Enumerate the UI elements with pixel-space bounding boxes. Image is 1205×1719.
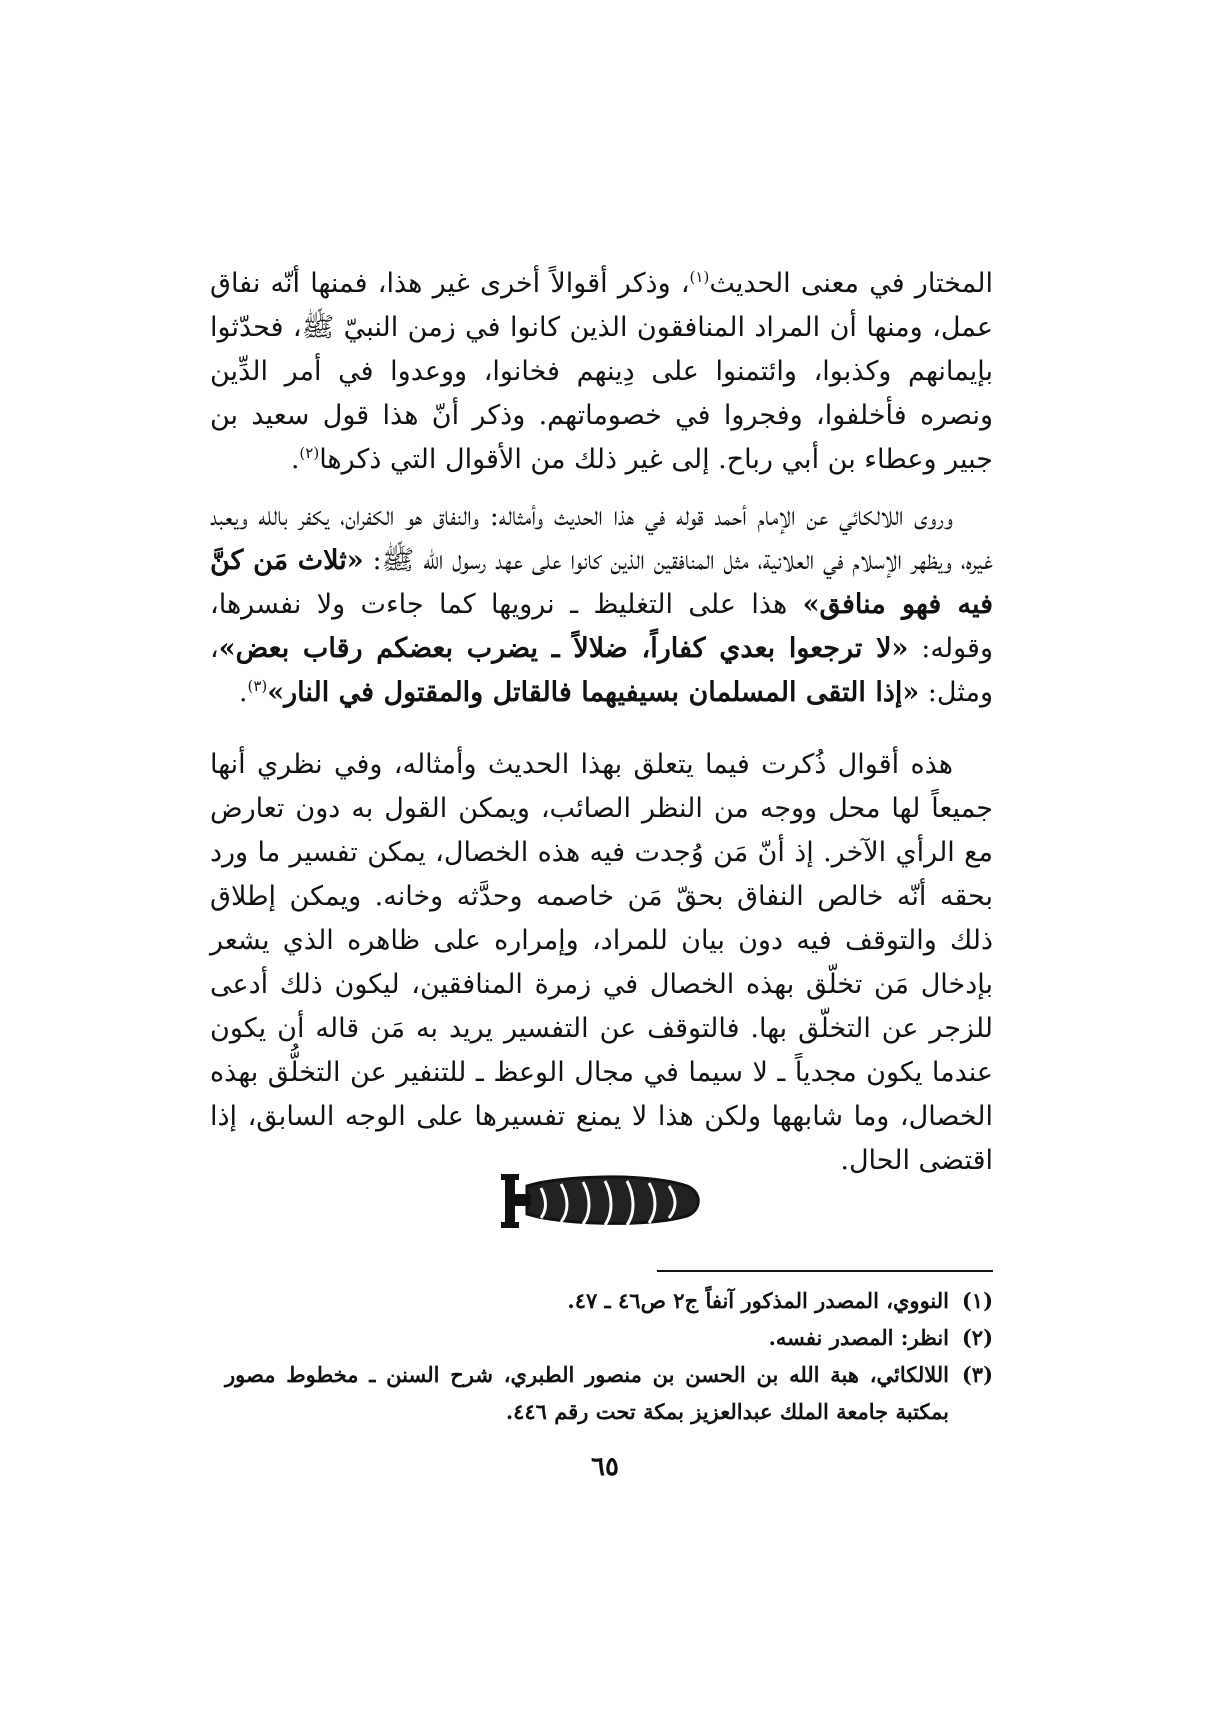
para2-text-middle-2: ، ومثل: — [210, 633, 993, 708]
decorative-scroll-ornament-icon — [497, 1168, 709, 1232]
footnote-number: (٢) — [961, 1325, 993, 1350]
footnote-ref-3: (٣) — [247, 677, 268, 695]
para1-text-middle: ، وذكر أقوالاً أخرى غير هذا، فمنها أنّه نفاق عمل، ومنها أن المراد المنافقون الذين كانوا في زمن النبيّ ﷺ، فحدّثوا بإيمانهم وكذبوا، وائتمنوا على دِينهم فخانوا، ووعدوا في أمر الدِّين ونصره فأخلفوا، وفجروا في خصوماتهم. وذكر أنّ هذا قول سعيد بن جبير وعطاء بن أبي رباح. إلى غير ذلك من الأقوال التي ذكرها — [210, 268, 993, 475]
body-paragraph-2 — [210, 495, 993, 715]
body-paragraph-1 — [210, 262, 993, 482]
hadith-quote-3: «إذا التقى المسلمان بسيفيهما فالقاتل والمقتول في النار» — [267, 677, 920, 708]
footnote-text: النووي، المصدر المذكور آنفاً ج٢ ص٤٦ ـ ٤٧. — [567, 1288, 949, 1313]
para2-text-end: . — [238, 677, 248, 708]
footnote-1 — [225, 1282, 993, 1319]
para3-text: هذه أقوال ذُكرت فيما يتعلق بهذا الحديث وأمثاله، وفي نظري أنها جميعاً لها محل ووجه من النظر الصائب، ويمكن القول به دون تعارض مع الرأي الآخر. إذ أنّ مَن وُجدت فيه هذه الخصال، يمكن تفسير ما ورد بحقه أنّه خالص النفاق بحقّ مَن خاصمه وحدَّثه وخانه. ويمكن إطلاق ذلك والتوقف فيه دون بيان للمراد، وإمراره على ظاهره الذي يشعر بإدخال مَن تخلّق بهذه الخصال في زمرة المنافقين، ليكون ذلك أدعى للزجر عن التخلّق بها. فالتوقف عن التفسير يريد به مَن قاله أن يكون عندما يكون مجدياً ـ لا سيما في مجال الوعظ ـ للتنفير عن التخلُّق بهذه الخصال، وما شابهها ولكن هذا لا يمنع تفسيرها على الوجه السابق، إذا اقتضى الحال. — [210, 749, 993, 1176]
body-paragraph-3 — [210, 743, 993, 1183]
footnote-number: (٣) — [961, 1362, 993, 1387]
footnote-2 — [225, 1319, 993, 1356]
footnote-separator — [657, 1270, 993, 1272]
para2-text-start: وروى اللالكائي عن الإمام أحمد قوله في هذا الحديث وأمثاله: والنفاق هو الكفران، يكفر بالله ويعبد غيره، ويظهر الإسلام في العلانية، مثل المنافقين الذين كانوا على عهد رسول الله ﷺ: — [210, 501, 993, 576]
footnote-ref-1: (١) — [689, 268, 710, 286]
footnotes-section — [225, 1282, 993, 1430]
para1-text-end: . — [290, 444, 300, 475]
page-number: ٦٥ — [591, 1452, 619, 1482]
hadith-quote-1: «ثلاث مَن كنَّ فيه فهو منافق» — [210, 545, 994, 620]
footnote-text: اللالكائي، هبة الله بن الحسن بن منصور الطبري، شرح السنن ـ مخطوط مصور بمكتبة جامعة الملك عبدالعزيز بمكة تحت رقم ٤٤٦. — [225, 1362, 949, 1424]
para1-text-start: المختار في معنى الحديث — [709, 268, 993, 299]
footnote-ref-2: (٢) — [299, 444, 320, 462]
footnote-number: (١) — [961, 1288, 993, 1313]
hadith-quote-2: «لا ترجعوا بعدي كفاراً، ضلالاً ـ يضرب بعضكم رقاب بعض» — [218, 633, 909, 664]
para2-text-middle-1: هذا على التغليظ ـ نرويها كما جاءت ولا نفسرها، وقوله: — [210, 589, 994, 664]
footnote-3 — [225, 1356, 993, 1430]
footnote-text: انظر: المصدر نفسه. — [768, 1325, 949, 1350]
